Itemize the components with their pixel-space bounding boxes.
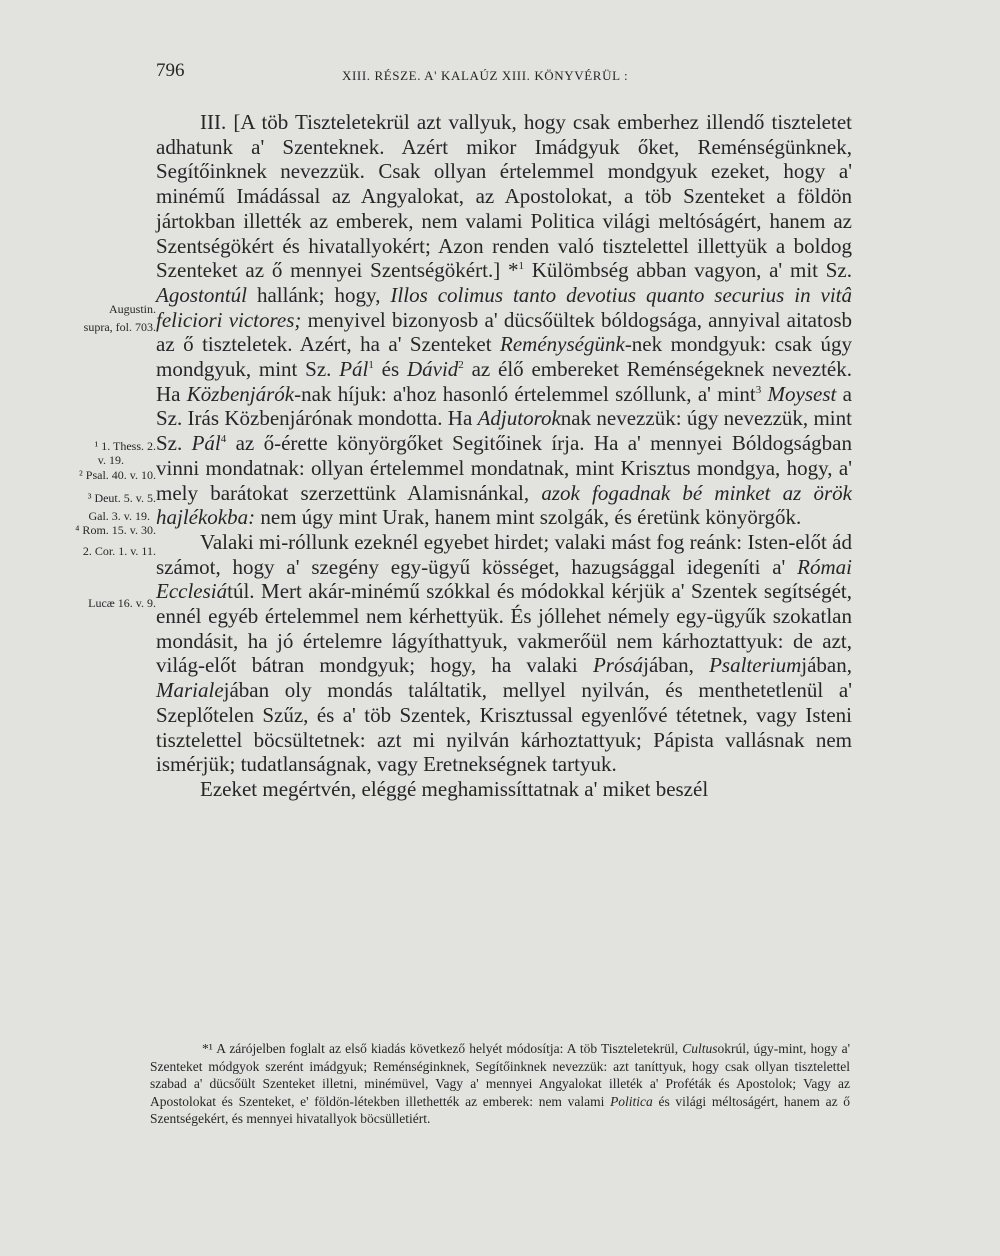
margin-note: supra, fol. 703. (83, 320, 156, 334)
running-head: XIII. RÉSZE. A' KALAÚZ XIII. KÖNYVÉRÜL : (342, 68, 629, 83)
main-text (156, 110, 852, 802)
page-number: 796 (156, 60, 185, 81)
margin-note: Augustin. (108, 302, 156, 316)
margin-note: ² Psal. 40. v. 10. (79, 468, 156, 482)
margin-note: 2. Cor. 1. v. 11. (82, 544, 156, 558)
footnote: *¹ A zárójelben foglalt az első kiadás következő helyét módosítja: A töb Tiszteletekrül, Cultusokrúl, úgy-mint, hogy a' Szenteket módgyok szerént imádgyuk; Reménséginknek, Segítőinknek nevezzük: azt taníttyuk, hogy csak ollyan tisztelettel szabad a' dücsőült Szenteket illetni, minémüvel, Vagy a' mennyei Angyalokat illeték a' Proféták és Apostolok; Vagy az Apostolokat és Szenteket, e' földön-létekben illethették az emberek: nem valami Politica és világi méltoságért, hanem az ő Szentségekért, és mennyei hivatallyok böcsülletiért. (150, 1041, 851, 1127)
margin-note: ³ Deut. 5. v. 5. (87, 491, 156, 505)
margin-note: ⁴ Rom. 15. v. 30. (75, 523, 156, 537)
paragraph: III. [A töb Tiszteletekrül azt vallyuk, hogy csak emberhez illendő tiszteletet adhatunk a' Szenteknek. Azért mikor Imádgyuk őket, Reménségünknek, Segítőinknek nevezzük. Csak ollyan értelemmel mondgyuk ezeket, hogy a' minémű Imádással az Angyalokat, az Apostolokat, a töb Szenteket a földön jártokban illették az emberek, nem valami Politica világi meltóságért, hanem az Szentségökért és hivatallyokért; Azon renden való tisztelettel illettyük a boldog Szenteket az ő mennyei Szentségökért.] *$^1$ Külömbség abban vagyon, a' mit Sz. Agostontúl hallánk; hogy, Illos colimus tanto devotius quanto securius in vitâ feliciori victores; menyivel bizonyosb a' dücsőültek bóldogsága, annyival aitatosb az ő tiszteletek. Azért, ha a' Szenteket Reménységünk-nek mondgyuk: csak úgy mondgyuk, mint Sz. Pál$^1$ és Dávid$^2$ az élő embereket Reménségeknek nevezték. Ha Közbenjárók-nak híjuk: a'hoz hasonló értelemmel szóllunk, a' mint$^3$ Moysest a Sz. Irás Közbenjárónak mondotta. Ha Adjutoroknak nevezzük: úgy nevezzük, mint Sz. Pál$^4$ az ő-érette könyörgőket Segitőinek írja. Ha a' mennyei Bóldogságban vinni mondatnak: ollyan értelemmel mondatnak, mint Krisztus mondgya, hogy, a' mely barátokat szerzettünk Alamisnánkal, azok fogadnak bé minket az örök hajlékokba: nem úgy mint Urak, hanem mint szolgák, és éretünk könyörgők. (156, 110, 853, 530)
paragraph: Ezeket megértvén, eléggé meghamissíttatnak a' miket beszél (200, 776, 709, 801)
margin-note: v. 19. (97, 453, 124, 467)
margin-note: Gal. 3. v. 19. (88, 509, 150, 523)
paragraph: Valaki mi-róllunk ezeknél egyebet hirdet; valaki mást fog reánk: Isten-előt ád számot, hogy a' szegény egy-ügyű kösséget, hazugsággal idegeníti a' Római Ecclesiátúl. Mert akár-minémű szókkal és módokkal kérjük a' Szentek segítségét, ennél egyéb értelemmel nem kérhettyük. És jóllehet némely egy-ügyűk szokatlan mondásit, ha jó értelemre lágyíthattyuk, vakmerőül nem kárhoztattyuk: de azt, világ-előt bátran mondgyuk; hogy, ha valaki Prósájában, Psalteriumjában, Marialejában oly mondás találtatik, mellyel nyilván, és menthetetlenül a' Szeplőtelen Szűz, és a' töb Szentek, Krisztussal egyenlővé tétetnek, vagy Isteni tisztelettel böcsültetnek: azt mi nyilván kárhoztattyuk; Pápista vallásnak nem ismérjük; tudatlanságnak, vagy Eretnekségnek tartyuk. (156, 529, 852, 777)
page-header (156, 60, 856, 90)
footnote-mark: *¹ (202, 1041, 213, 1056)
margin-note: ¹ 1. Thess. 2. (94, 439, 156, 453)
margin-note: Lucæ 16. v. 9. (88, 596, 156, 610)
footnote-mark: 1 (518, 260, 524, 273)
